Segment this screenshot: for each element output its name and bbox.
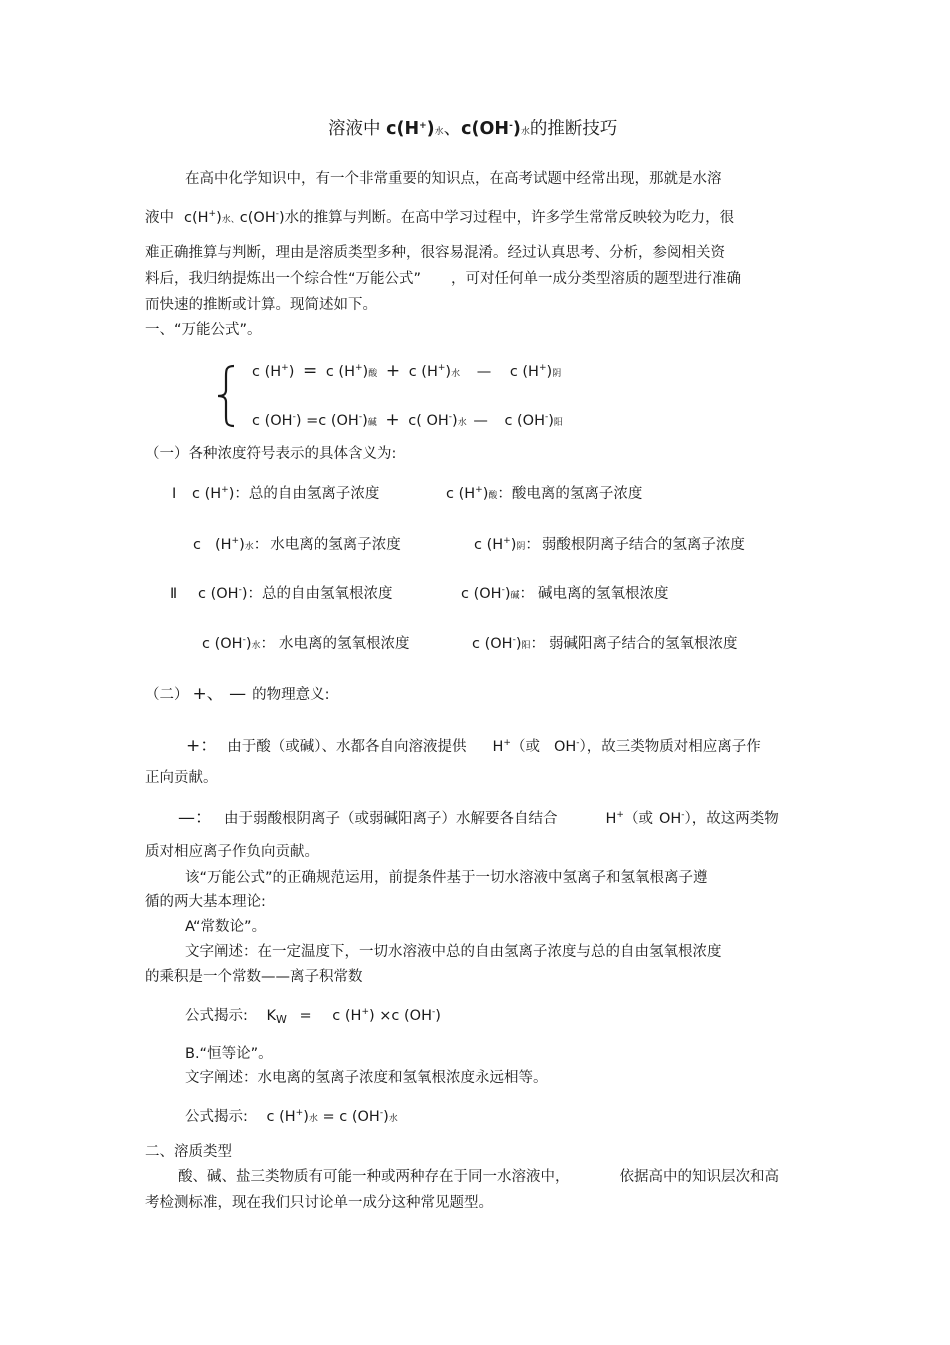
symbol: OH: [553, 739, 577, 755]
symbol: ): [482, 486, 489, 502]
symbol: ): [303, 1109, 309, 1125]
definition-item: [446, 487, 642, 502]
label: 公式揭示:: [185, 1008, 248, 1024]
definition-item: [192, 487, 379, 502]
symbol: c (OH: [198, 586, 239, 602]
title-paren: ): [426, 119, 435, 139]
theory-a-text: 文字阐述：在一定温度下，一切水溶液中总的自由氢离子浓度与总的自由氢氧根浓度: [185, 944, 722, 960]
roman-numeral: Ⅱ: [170, 586, 178, 602]
symbol: ×c (OH: [379, 1008, 432, 1024]
sup: +: [221, 485, 229, 495]
definition-item: [474, 538, 745, 553]
text: 料后，我归纳提炼出一个综合性“万能公式”: [145, 271, 422, 287]
label: —：: [178, 808, 212, 828]
description: 碱电离的氢氧根浓度: [538, 586, 669, 602]
sub: 碱: [367, 418, 377, 428]
theory-a-title: A“常数论”。: [185, 919, 267, 935]
sup: +: [538, 363, 547, 373]
intro-line: 难正确推算与判断，理由是溶质类型多种，很容易混淆。经过认真思考、分析，参阅相关资: [145, 245, 725, 261]
symbol: c (H: [325, 364, 355, 380]
theory-b-formula: [185, 1110, 398, 1125]
sub: 阴: [516, 542, 526, 552]
definition-item: [198, 587, 392, 602]
symbol: = c (OH: [322, 1109, 380, 1125]
sup: -: [358, 412, 363, 422]
intro-line: [145, 272, 741, 287]
description: ：总的自由氢氧根浓度: [247, 586, 393, 602]
brace-icon: [214, 364, 238, 428]
sup: +: [503, 738, 511, 748]
intro-line: 而快速的推断或计算。现简述如下。: [145, 297, 377, 313]
symbol: ): [435, 1008, 441, 1024]
symbol: ): [288, 364, 295, 380]
operator: —: [476, 364, 492, 380]
symbol: c(OH: [239, 210, 276, 226]
symbol: ): [504, 586, 511, 602]
sup: -: [501, 585, 505, 595]
symbol: K: [266, 1008, 277, 1024]
symbol: c( OH: [408, 413, 449, 429]
text: （或: [623, 811, 653, 827]
sup: +: [616, 810, 624, 820]
description: 弱碱阳离子结合的氢氧根浓度: [549, 636, 738, 652]
theory-line: 该“万能公式”的正确规范运用，前提条件基于一切水溶液中氢离子和氢氧根离子遵: [185, 870, 708, 886]
sup: +: [231, 536, 240, 546]
description: ：总的自由氢离子浓度: [234, 486, 380, 502]
symbol: ): [510, 537, 517, 553]
sub: 阳: [553, 418, 563, 428]
sub: 酸: [368, 369, 378, 379]
theory-a-text: 的乘积是一个常数——离子积常数: [145, 969, 363, 985]
symbol: c(H: [184, 210, 209, 226]
definition-item: [461, 587, 669, 602]
symbol: ): [515, 636, 522, 652]
operator: —: [473, 413, 488, 429]
intro-line: [145, 211, 734, 226]
sup: -: [512, 635, 516, 645]
text: 由于弱酸根阴离子（或弱碱阳离子）水解要各自结合: [224, 811, 558, 827]
definition-item: [193, 538, 401, 553]
text: ，可对任何单一成分类型溶质的题型进行准确: [451, 271, 742, 287]
sup: +: [208, 209, 217, 219]
symbol: OH: [658, 811, 682, 827]
title-paren: ): [512, 119, 521, 139]
colon: ：: [525, 537, 540, 553]
symbol: ): [241, 586, 248, 602]
text: 依据高中的知识层次和高: [619, 1169, 779, 1185]
symbol: ): [383, 1109, 389, 1125]
sup: -: [275, 209, 279, 219]
text: 酸、碱、盐三类物质有可能一种或两种存在于同一水溶液中，: [178, 1169, 570, 1185]
colon: ：: [519, 586, 534, 602]
symbol: c (H: [408, 364, 438, 380]
description: 水电离的氢离子浓度: [270, 537, 401, 553]
sub: 酸: [488, 491, 498, 501]
sup: -: [545, 412, 549, 422]
sub: 水: [388, 1114, 398, 1124]
plus-meaning-cont: 正向贡献。: [145, 770, 218, 786]
symbol: (H: [214, 537, 232, 553]
theory-b-text: 文字阐述：水电离的氢离子浓度和氢氧根浓度永远相等。: [185, 1070, 548, 1086]
sub: 水: [244, 542, 254, 552]
text: ），故这两类物: [684, 811, 779, 827]
intro-line: 在高中化学知识中，有一个非常重要的知识点，在高考试题中经常出现，那就是水溶: [185, 171, 722, 187]
sub: W: [276, 1013, 287, 1026]
subsection-heading: [145, 686, 330, 703]
symbol: ): [362, 364, 369, 380]
title-text: 溶液中: [328, 119, 381, 139]
symbol: c (OH: [202, 636, 243, 652]
formula-oh: [252, 412, 563, 429]
sup: +: [295, 1108, 304, 1118]
section-heading: 一、“万能公式”。: [145, 322, 262, 338]
symbol: c (OH: [461, 586, 502, 602]
title-sub: 水: [434, 127, 444, 137]
sup: -: [681, 810, 685, 820]
sup: -: [431, 1007, 436, 1017]
description: 弱酸根阴离子结合的氢离子浓度: [541, 537, 745, 553]
sup: +: [503, 536, 511, 546]
operator: =: [302, 361, 318, 381]
text: 水、: [221, 215, 240, 225]
page-title: [328, 121, 617, 139]
sup: +: [475, 485, 483, 495]
minus-meaning: [178, 810, 779, 827]
title-coh: c(OH: [461, 119, 510, 139]
operators: +、 —: [192, 684, 247, 704]
symbol: ): [548, 413, 554, 429]
symbol: ): [216, 210, 222, 226]
subsection-heading: （一）各种浓度符号表示的具体含义为:: [145, 446, 397, 462]
symbol: c (OH: [472, 636, 513, 652]
text: ），故三类物质对相应离子作: [579, 739, 761, 755]
sup: -: [242, 635, 246, 645]
title-ch: c(H: [386, 119, 420, 139]
symbol: H: [492, 739, 504, 755]
sub: 阳: [521, 641, 531, 651]
symbol: c (H: [509, 364, 539, 380]
operator: +: [385, 361, 401, 381]
symbol: =c (OH: [306, 413, 359, 429]
description: 酸电离的氢离子浓度: [511, 486, 643, 502]
text: （二）: [145, 687, 189, 703]
section2-line: 考检测标准，现在我们只讨论单一成分这种常见题型。: [145, 1195, 493, 1211]
symbol: ): [452, 413, 458, 429]
title-sep: 、: [443, 119, 462, 139]
text: （或: [510, 739, 540, 755]
symbol: ): [239, 537, 245, 553]
symbol: ): [278, 210, 285, 226]
theory-b-title: B.“恒等论”。: [185, 1046, 273, 1062]
sup: +: [355, 363, 363, 373]
text: 由于酸（或碱）、水都各自向溶液提供: [227, 739, 467, 755]
roman-numeral: Ⅰ: [172, 486, 177, 502]
minus-meaning-cont: 质对相应离子作负向贡献。: [145, 844, 319, 860]
sup: -: [292, 412, 296, 422]
symbol: c (OH: [504, 413, 545, 429]
sup: +: [281, 363, 289, 373]
symbol: ): [245, 636, 252, 652]
text: 的物理意义:: [252, 687, 330, 703]
sub: 碱: [510, 591, 520, 601]
label: 公式揭示:: [185, 1109, 248, 1125]
symbol: H: [605, 811, 617, 827]
text: 液中: [145, 210, 174, 226]
symbol: c (H: [474, 537, 504, 553]
formula-h: [252, 363, 561, 380]
sup: -: [238, 585, 242, 595]
sub: 水: [457, 418, 467, 428]
theory-line: 循的两大基本理论:: [145, 894, 266, 910]
title-sub: 水: [520, 127, 530, 137]
symbol: c (H: [252, 364, 282, 380]
sup: -: [379, 1108, 384, 1118]
sup: +: [437, 363, 446, 373]
definition-item: [472, 637, 738, 652]
definition-item: [202, 637, 410, 652]
sub: 水: [308, 1114, 318, 1124]
section-heading: 二、溶质类型: [145, 1144, 232, 1160]
colon: ：: [260, 636, 275, 652]
symbol: c: [193, 537, 201, 553]
symbol: ): [368, 1008, 375, 1024]
symbol: c (H: [192, 486, 222, 502]
colon: ：: [497, 486, 512, 502]
theory-a-formula: [185, 1009, 441, 1025]
title-text: 的推断技巧: [529, 119, 618, 139]
operator: =: [299, 1008, 312, 1024]
symbol: c (H: [266, 1109, 296, 1125]
title-sup: -: [509, 121, 513, 131]
symbol: ): [445, 364, 452, 380]
sub: 阴: [552, 369, 562, 379]
symbol: ): [228, 486, 235, 502]
colon: ：: [253, 537, 269, 553]
sup: -: [448, 412, 453, 422]
colon: ：: [530, 636, 545, 652]
symbol: c (H: [332, 1008, 362, 1024]
text: 水的推算与判断。在高中学习过程中，许多学生常常反映较为吃力，很: [284, 210, 735, 226]
section2-line: [178, 1170, 779, 1185]
operator: +: [385, 410, 400, 430]
sup: -: [576, 738, 580, 748]
symbol: c (OH: [252, 413, 293, 429]
plus-meaning: [186, 738, 761, 755]
symbol: c (H: [446, 486, 476, 502]
symbol: ): [546, 364, 553, 380]
symbol: ): [362, 413, 368, 429]
description: 水电离的氢氧根浓度: [279, 636, 410, 652]
sup: +: [361, 1007, 369, 1017]
sub: 水: [251, 641, 261, 651]
title-sup: +: [419, 121, 427, 131]
label: +：: [186, 736, 218, 756]
symbol: ): [295, 413, 302, 429]
sub: 水: [451, 369, 461, 379]
